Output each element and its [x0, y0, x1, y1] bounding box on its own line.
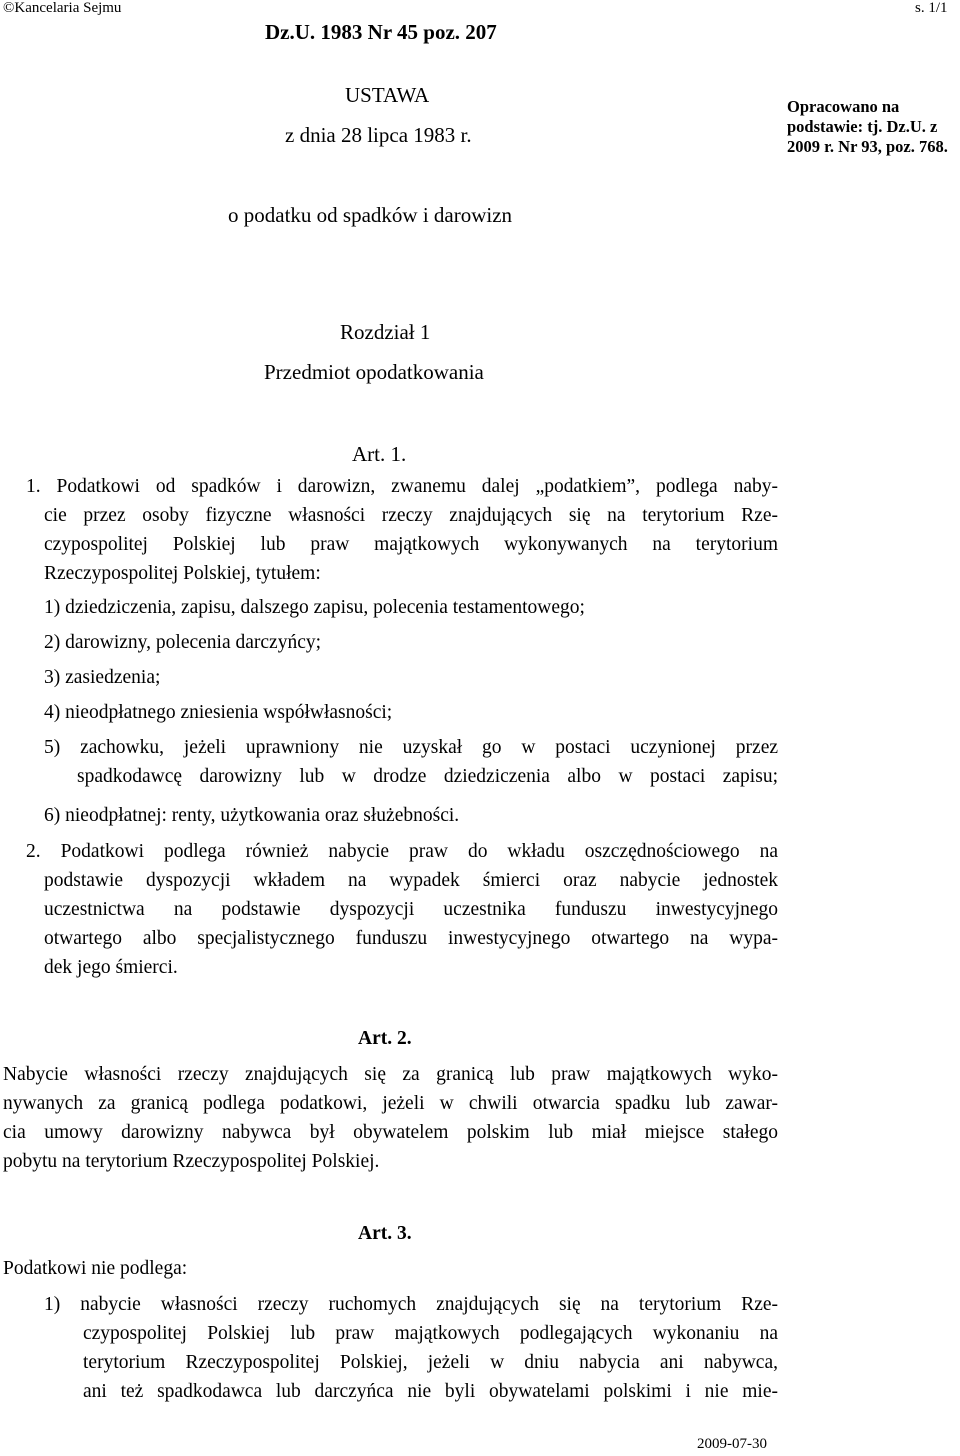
art2-text: [3, 1060, 778, 1180]
text-line: pobytu na terytorium Rzeczypospolitej Polskiej.: [3, 1151, 380, 1172]
art3-intro: Podatkowi nie podlega:: [3, 1258, 188, 1279]
act-subject: o podatku od spadków i darowizn: [228, 203, 513, 227]
text-line: cie przez osoby fizyczne własności rzeczy znajdujących się na terytorium Rze-: [44, 505, 778, 526]
text-line: 5) zachowku, jeżeli uprawniony nie uzyskał go w postaci uczynionej przez: [44, 737, 778, 758]
art1-item-6: 6) nieodpłatnej: renty, użytkowania oraz służebności.: [44, 805, 460, 826]
text-line: cia umowy darowizny nabywca był obywatelem polskim lub miał miejsce stałego: [3, 1122, 778, 1143]
text-line: 2. Podatkowi podlega również nabycie praw do wkładu oszczędnościowego na: [26, 841, 778, 862]
art1-paragraph-2: [26, 837, 778, 987]
text-line: czypospolitej Polskiej lub praw majątkowych wykonywanych na terytorium: [44, 534, 778, 555]
art1-item-2: 2) darowizny, polecenia darczyńcy;: [44, 632, 322, 653]
text-line: podstawie dyspozycji wkładem na wypadek śmierci oraz nabycie jednostek: [44, 870, 778, 891]
text-line: 1) nabycie własności rzeczy ruchomych znajdujących się na terytorium Rze-: [44, 1294, 778, 1315]
art1-item-4: 4) nieodpłatnego zniesienia współwłasności;: [44, 702, 393, 723]
text-line: czypospolitej Polskiej lub praw majątkowych podlegających wykonaniu na: [83, 1323, 778, 1344]
text-line: ani też spadkodawca lub darczyńca nie byli obywatelami polskimi i nie mie-: [83, 1381, 778, 1402]
art1-item-3: 3) zasiedzenia;: [44, 667, 161, 688]
chapter-title: Przedmiot opodatkowania: [264, 360, 484, 384]
text-line: nywanych za granicą podlega podatkowi, jeżeli w chwili otwarcia spadku lub zawar-: [3, 1093, 778, 1114]
art2-heading: Art. 2.: [358, 1028, 412, 1049]
text-line: otwartego albo specjalistycznego funduszu inwestycyjnego otwartego na wypa-: [44, 928, 778, 949]
art1-paragraph-1: [26, 472, 778, 592]
text-line: uczestnictwa na podstawie dyspozycji uczestnika funduszu inwestycyjnego: [44, 899, 778, 920]
chapter-number: Rozdział 1: [340, 320, 431, 344]
journal-reference: Dz.U. 1983 Nr 45 poz. 207: [265, 20, 497, 44]
art1-heading: Art. 1.: [352, 442, 407, 466]
text-line: Rzeczypospolitej Polskiej, tytułem:: [44, 563, 321, 584]
page-number: s. 1/1: [915, 0, 948, 16]
footer-date: 2009-07-30: [697, 1436, 767, 1452]
act-type: USTAWA: [345, 83, 430, 107]
art1-item-1: 1) dziedziczenia, zapisu, dalszego zapisu, polecenia testamentowego;: [44, 597, 585, 618]
source-note: Opracowano na podstawie: tj. Dz.U. z 2009 r. Nr 93, poz. 768.: [787, 97, 948, 156]
text-line: Nabycie własności rzeczy znajdujących się za granicą lub praw majątkowych wyko-: [3, 1064, 778, 1085]
act-date: z dnia 28 lipca 1983 r.: [285, 123, 472, 147]
text-line: spadkodawcę darowizny lub w drodze dziedziczenia albo w postaci zapisu;: [77, 766, 778, 787]
text-line: terytorium Rzeczypospolitej Polskiej, jeżeli w dniu nabycia ani nabywca,: [83, 1352, 778, 1373]
text-line: 1. Podatkowi od spadków i darowizn, zwanemu dalej „podatkiem”, podlega naby-: [26, 476, 778, 497]
art3-item-1: [44, 1290, 778, 1410]
art3-heading: Art. 3.: [358, 1223, 412, 1244]
copyright-label: ©Kancelaria Sejmu: [3, 0, 122, 16]
art1-item-5: [44, 733, 778, 793]
text-line: dek jego śmierci.: [44, 957, 178, 978]
